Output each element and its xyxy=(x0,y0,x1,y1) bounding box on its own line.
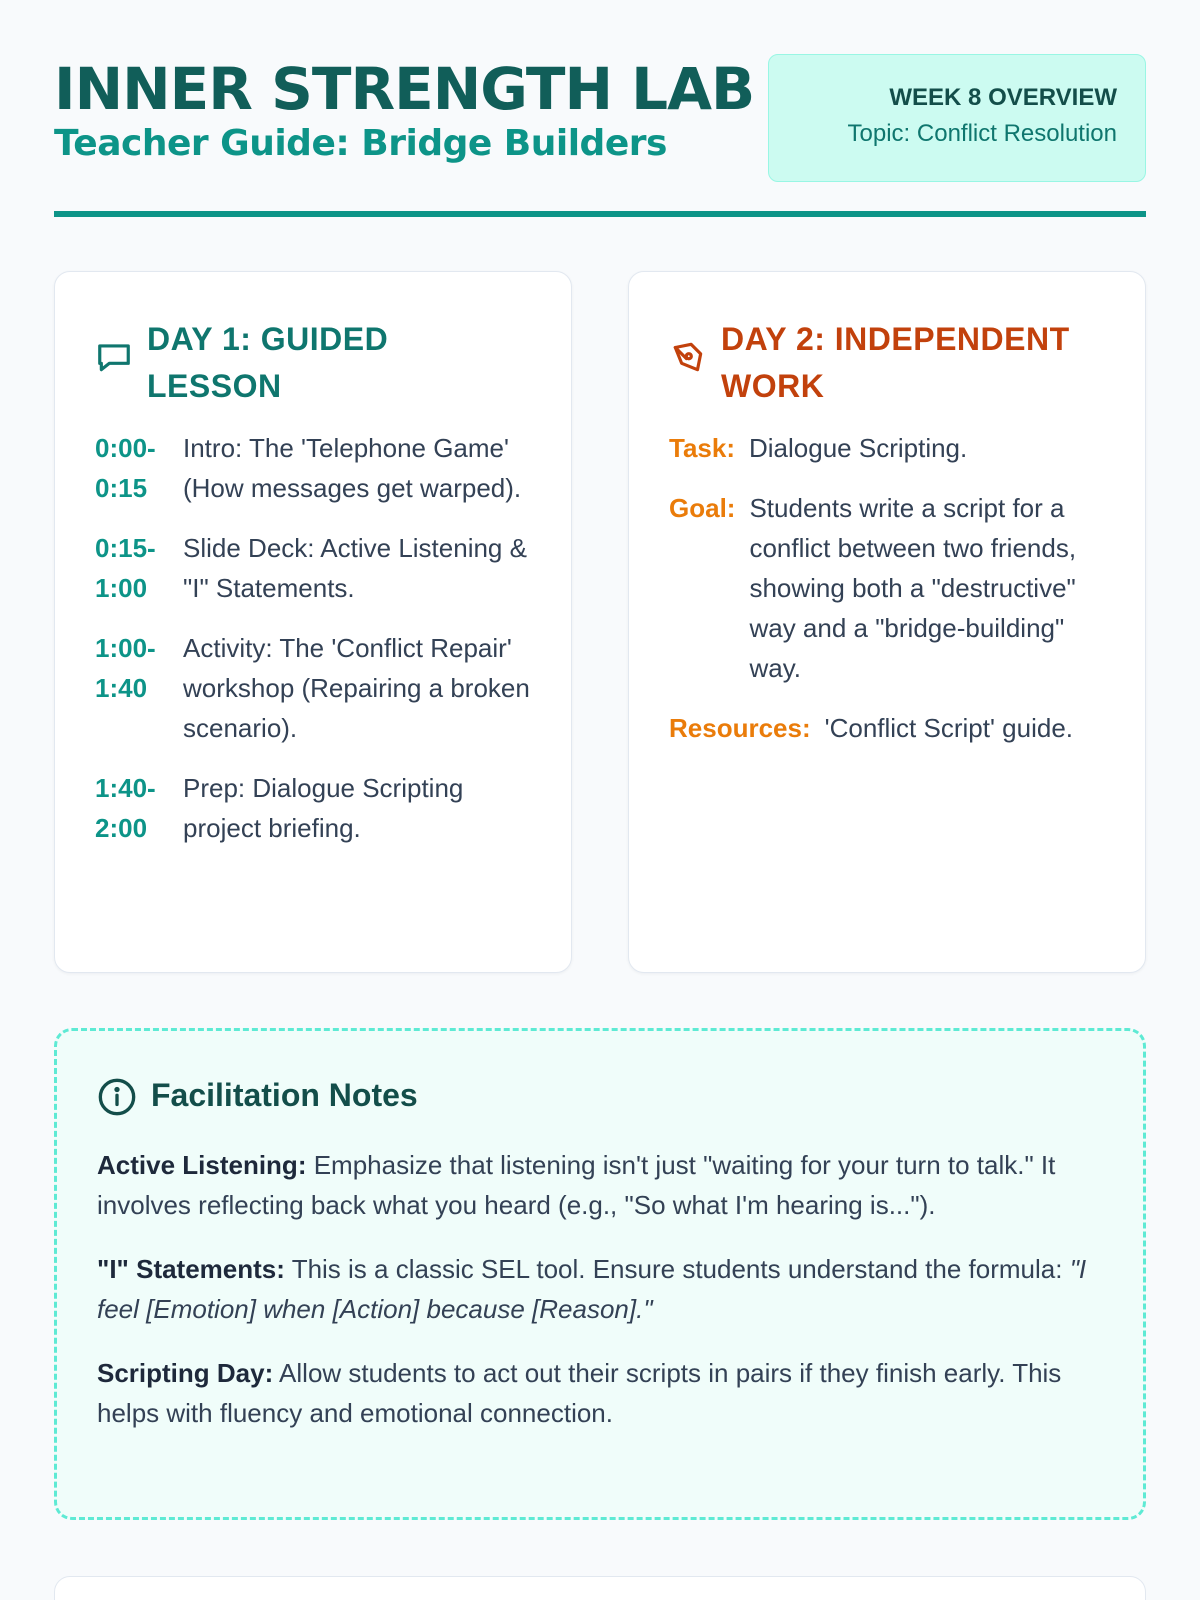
note-label: Active Listening: xyxy=(97,1150,307,1180)
next-section-card xyxy=(54,1576,1146,1600)
goal-text: Students write a script for a conflict between two friends, showing both a "destructive" way and a "bridge-building" way. xyxy=(749,493,1077,683)
page-title: INNER STRENGTH LAB xyxy=(54,55,755,123)
schedule-row xyxy=(95,428,531,508)
schedule-text: Intro: The 'Telephone Game' (How messages get warped). xyxy=(183,433,522,503)
chat-bubble-icon xyxy=(95,338,133,376)
week-label: WEEK 8 OVERVIEW xyxy=(889,84,1117,111)
note-text: This is a classic SEL tool. Ensure students understand the formula: xyxy=(291,1254,1063,1284)
schedule-time: 0:00-0:15 xyxy=(95,433,156,503)
schedule-time: 0:15-1:00 xyxy=(95,533,156,603)
page-header xyxy=(54,52,1146,182)
notes-header xyxy=(97,1073,1103,1117)
resources-label: Resources: xyxy=(669,713,811,743)
schedule-row xyxy=(95,768,531,848)
day1-header xyxy=(95,316,531,410)
note-i-statements xyxy=(97,1249,1103,1329)
day2-header xyxy=(669,316,1105,410)
day1-card xyxy=(54,271,572,973)
pen-nib-icon xyxy=(669,338,707,376)
task-text: Dialogue Scripting. xyxy=(749,433,968,463)
resources-text: 'Conflict Script' guide. xyxy=(824,713,1073,743)
week-overview-badge xyxy=(768,54,1146,182)
note-active-listening xyxy=(97,1145,1103,1225)
goal-label: Goal: xyxy=(669,493,736,523)
schedule-row xyxy=(95,528,531,608)
schedule-time: 1:00-1:40 xyxy=(95,633,156,703)
page-subtitle: Teacher Guide: Bridge Builders xyxy=(54,123,667,164)
note-text: Emphasize that listening isn't just "waiting for your turn to talk." It involves reflecting back what you heard (e.g., "So what I'm hearing is..."). xyxy=(97,1150,1056,1220)
note-text: Allow students to act out their scripts in pairs if they finish early. This helps with fluency and emotional connection. xyxy=(97,1358,1062,1428)
task-row xyxy=(669,428,1105,468)
day2-title: DAY 2: INDEPENDENT WORK xyxy=(721,321,1070,404)
schedule-text: Prep: Dialogue Scripting project briefing. xyxy=(183,773,464,843)
note-formula: "I feel [Emotion] when [Action] because [Reason]." xyxy=(97,1254,1087,1324)
note-scripting-day xyxy=(97,1353,1103,1433)
day2-details xyxy=(669,428,1105,748)
schedule-row xyxy=(95,628,531,748)
schedule-time: 1:40-2:00 xyxy=(95,773,156,843)
schedule-text: Slide Deck: Active Listening & "I" Statements. xyxy=(183,533,527,603)
resources-row xyxy=(669,708,1105,748)
notes-title: Facilitation Notes xyxy=(151,1077,418,1113)
schedule-text: Activity: The 'Conflict Repair' workshop (Repairing a broken scenario). xyxy=(183,633,530,743)
week-topic: Topic: Conflict Resolution xyxy=(847,120,1117,147)
note-label: Scripting Day: xyxy=(97,1358,274,1388)
day1-title: DAY 1: GUIDED LESSON xyxy=(147,321,389,404)
day1-schedule xyxy=(95,428,531,848)
info-circle-icon xyxy=(97,1077,137,1117)
goal-row xyxy=(669,488,1105,688)
task-label: Task: xyxy=(669,433,735,463)
header-divider xyxy=(54,211,1146,217)
facilitation-notes xyxy=(54,1028,1146,1520)
note-label: "I" Statements: xyxy=(97,1254,285,1284)
day2-card xyxy=(628,271,1146,973)
